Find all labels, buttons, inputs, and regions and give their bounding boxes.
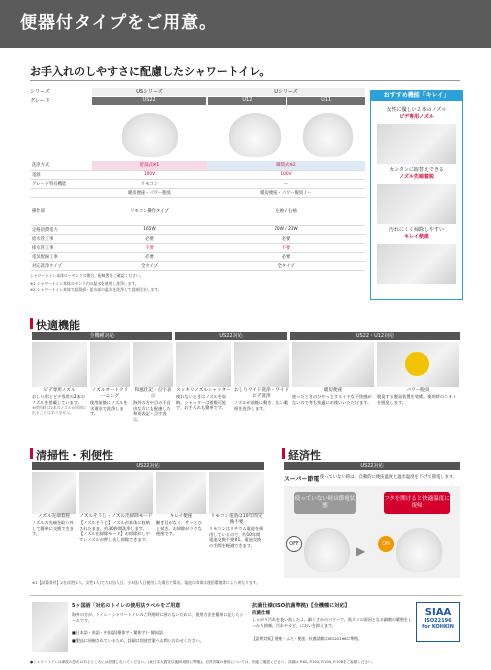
cell: 暖房便座・パワー脱臭 / ー [207,188,365,197]
section-subtitle: お手入れのしやすさに配慮したシャワートイレ。 [30,65,271,78]
label-box-text: ■日本語・英語・中国語(簡体字・繁体字)・韓国語 [72,630,163,635]
row-label: 電源 [30,170,92,179]
cleanliness-title: 清掃性・利便性 [36,449,113,462]
antibacterial-note: 【証明対象】便座・ふた・便座。抗菌試験はISO22196に準拠。 [252,636,362,641]
feature-caption: スッキリノズルシャッター [176,388,231,393]
feature-image [90,342,130,387]
cell: 必要 [92,252,207,261]
section-bar [30,448,33,459]
off-indicator: OFF [286,536,302,552]
divider [30,80,460,81]
seat-photo [377,244,456,284]
feature-caption: おしりワイド洗浄・ワイドビデ洗浄 [234,388,289,399]
cell: 70W / 23W [207,225,365,234]
divider [30,595,462,596]
feature-desc: 使わないときはノズルを収納。シャッターは着脱可能で、お手入れも簡単です。 [176,394,227,410]
bubble-on: フタを開けると快適温度に復帰 [384,492,450,514]
siaa-logo-sub: ISO22196 [424,618,452,624]
siaa-logo-text: SIAA [424,607,452,618]
badge: US22・U12対応 [290,332,460,340]
feature-desc: 脱臭する脱臭装置を装備。使用時のニオイを脱臭します。 [377,394,457,405]
feature-card [377,342,459,442]
cell: 不要 [207,243,365,252]
label-box-title: 5ヶ国語「対応のトイレの使用法ラベルをご用意 [72,603,181,609]
feature-image [156,472,206,514]
row-label: 電気配線工事 [30,252,92,261]
row-label: 給水管工事 [30,234,92,243]
feature-desc: おしり用とビデ専用の2本のノズルを搭載しています。 [32,394,85,405]
feature-card [176,342,231,442]
cell: 必要 [207,234,365,243]
cell: ー [207,179,365,188]
page-title: 便器付タイプをご用意。 [20,13,218,33]
footnote: ※1 シャワートイレ本体のタンク内の温水を使用し洗浄します。 [30,280,139,286]
feature-card [79,472,153,580]
feature-caption: ノズル先端着脱 [38,514,70,519]
feature-card [32,342,87,442]
row-label: 排水管工事 [30,243,92,252]
series-label: シリーズ [30,89,50,95]
recommended-box [370,90,463,300]
bubble-off: 使っていない時は節電状態 [294,492,356,514]
feature-caption: ノズルそうじ・ノズル出掃除モード [79,514,153,519]
footnote: ※2 シャワートイレ本体で給湯部・給水部の温水を洗浄して直接送水します。 [30,286,162,292]
feature-desc: ノズルが前後に動き、広い範囲を洗浄します。 [234,400,289,411]
feature-image [377,342,459,387]
sidebox-highlight: ビデ専用ノズル [399,114,434,120]
comfort-title: 快適機能 [36,319,80,332]
feature-image [292,342,374,387]
grade-u12: U12 [208,97,286,105]
cell: 100V [207,170,365,179]
row-label: 洗浄方式 [30,161,92,170]
feature-caption: ビデ専用ノズル [43,388,76,393]
antibacterial-text: しゃがり汚れを表い流したよ。細くさかのパワーで、黒ズミの原因となる細菌の繁殖をしっかり抑制。汚れやカビ、においを抑えます。 [252,617,412,628]
feature-caption: 和風仕記・点字表示 [134,388,172,399]
on-indicator: ON [378,536,394,552]
badge: US22対応 [284,462,460,470]
row-label: 対応洗浄タイプ [30,261,92,270]
feature-caption: キレイ便座 [169,514,193,519]
u12-toilet-image [229,113,281,157]
grade-u11: U11 [287,97,365,105]
antibacterial-subtitle: 抗菌仕様 [252,611,270,616]
comfort-row [32,342,460,442]
feature-image [176,342,231,387]
siaa-logo-sub2: for KOHKIN [422,624,454,630]
feature-desc: 使用前後にノズルを水道水で洗浄します。 [90,400,128,416]
antibacterial-box [252,600,462,658]
row-label: 操作部 [30,197,92,225]
toilet-off-image [304,528,350,572]
feature-note: ※使用時は2本のノズルが同時に出ることはありません。 [32,405,87,415]
feature-desc: ノズルの先端を取り外して簡単に交換できます。 [32,520,74,536]
row-label: グレード特長機能 [30,179,92,188]
feature-desc: 【ノズルそうじ】ノズルが本体に収納されたまま、約30秒間洗浄します。【ノズル出掃除モード】お掃除がしやすいノズルが押し出し掃除できます。 [79,520,150,542]
badge: 全機種対応 [32,332,172,340]
economy-illustration [284,486,460,578]
feature-desc: 海外の方や目の不自由な方にも配慮した和英表記・点字表示。 [133,400,171,422]
cell: 瞬間式※2 [207,161,365,170]
feature-card [292,342,374,442]
cell: 必要 [207,252,365,261]
cell: 165W [92,225,207,234]
label-sticker-image [32,602,68,652]
feature-card [234,342,289,442]
section-bar [282,448,285,459]
install-note: シャワートイレ本体ロータンクの場合、配線図をご確認ください。 [30,272,144,278]
badge: US22対応 [175,332,287,340]
feature-card [156,472,206,580]
footnote: ※1【試算条件】2名(男性1人、女性1人)で大1回/人日、小3回/人日使用した場合で算出。電池の寿命は使用環境等により異なります。 [32,580,260,585]
feature-caption: ノズルオートクリーニング [91,388,129,399]
nozzle-photo [377,124,456,164]
cell: リモコン [92,179,207,188]
us22-toilet-image [122,113,178,157]
deodorize-glow [405,352,429,376]
feature-caption: パワー脱臭 [406,388,430,393]
cell: 不要 [92,243,207,252]
cell: 貯湯式※1 [92,161,207,170]
grade-label: グレード [30,98,51,104]
grade-us22: US22 [92,97,207,105]
recommended-heading: おすすめ機能「キレイ」 [371,91,462,101]
cell: 左袖 / 右袖 [275,209,297,214]
toilet-on-image [396,528,442,572]
economy-heading: スーパー節電 [284,476,320,483]
spec-table [30,88,365,293]
label-box [32,600,244,658]
feature-card [90,342,130,442]
sidebox-highlight: キレイ便座 [404,234,429,240]
feature-caption: リモコン電池は10年間交換不要 [210,514,263,525]
cell: 必要 [92,234,207,243]
antibacterial-title: 抗菌仕様(ISO抗菌準拠)【全機種に対応】 [252,603,350,609]
cell: 暖房便座・パワー脱臭 [92,188,207,197]
feature-image [32,342,87,387]
page-footnote: ●シャワートイレは津波の恐れのあるところには設置しないでください。(東日本大震災以後JIS規格に準拠)。自然冷媒の使用については、別途ご確認ください。詳細は P.62, P.101, P.104, P.108をご参照ください。 [30,660,376,664]
sidebox-text: 女性に優しい２本のノズル [386,107,447,113]
sidebox-highlight: ノズル先端着脱 [399,174,434,180]
feature-image [209,472,264,514]
cell: 100V [92,170,207,179]
sidebox-text: カンタンに取替えできる [389,167,444,173]
label-box-text: 海外の方が、トイレ・シャワートイレのご利用時に困らないために、使用方法を簡単に記したシールです。 [72,612,244,623]
feature-image [79,472,153,514]
feature-desc: 座ったときのひやっとするイヤな不快感がないので冬も快適にお使いいただけます。 [292,394,372,405]
feature-card [32,472,76,580]
arrow-right-icon: ▶ [356,544,366,558]
label-box-text: ■製品に同梱されているため、詳細は別途営業へお問い合わせください。 [72,638,204,643]
feature-image [234,342,289,387]
feature-caption: 暖房便座 [323,388,343,393]
us-series-header: USシリーズ [92,88,207,96]
row-label [30,188,92,197]
economy-desc: 使っていない時は、自動的に便座温度と温水温度を下げて節電します。 [320,475,458,480]
nozzle-tip-photo [377,184,456,224]
cell: 全タイプ [92,261,207,270]
cell: リモコン操作タイプ [92,197,207,225]
feature-desc: リモコンはリチウム電池を採用しているので、約10年間電池交換不要※1。電池交換の手間を軽減できます。 [209,526,264,548]
row-label: 定格消費電力 [30,225,92,234]
badge: US22対応 [32,462,264,470]
sidebox-text: 汚れにくく掃除しやすい [388,227,444,233]
cell: 全タイプ [207,261,365,270]
feature-card [209,472,264,580]
feature-image [32,472,76,514]
siaa-logo [416,602,460,642]
section-bar [30,318,33,329]
cleanliness-row [32,472,264,580]
economy-title: 経済性 [288,449,321,462]
u11-toilet-image [303,113,353,157]
feature-desc: 継ぎ目がなく、サッとひと拭き。お掃除がラクな便座です。 [156,520,202,536]
feature-card [133,342,173,442]
feature-image [133,342,173,387]
u-series-header: Uシリーズ [207,88,365,96]
